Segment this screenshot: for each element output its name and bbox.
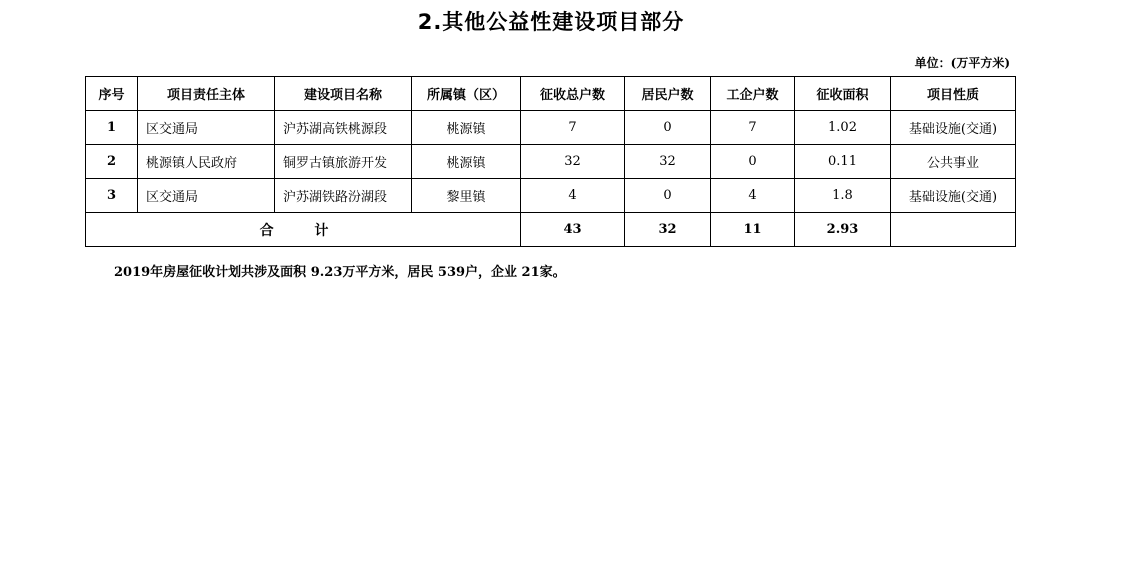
table-header-row [86, 77, 1016, 111]
cell-seq: 1 [86, 111, 138, 145]
cell-town: 桃源镇 [412, 145, 521, 179]
page-title: 2.其他公益性建设项目部分 [417, 10, 685, 34]
cell-seq: 2 [86, 145, 138, 179]
cell-town: 黎里镇 [412, 179, 521, 213]
header-town: 所属镇（区） [412, 77, 521, 111]
cell-seq: 3 [86, 179, 138, 213]
table-row [86, 111, 1016, 145]
header-responsible-party: 项目责任主体 [138, 77, 275, 111]
cell-enterprises: 4 [711, 179, 795, 213]
total-row [86, 213, 1016, 247]
total-area: 2.93 [795, 213, 891, 247]
cell-residents: 0 [625, 179, 711, 213]
cell-town: 桃源镇 [412, 111, 521, 145]
cell-project-name: 沪苏湖高铁桃源段 [275, 111, 412, 145]
cell-responsible-party: 区交通局 [138, 179, 275, 213]
cell-project-name: 沪苏湖铁路汾湖段 [275, 179, 412, 213]
header-project-name: 建设项目名称 [275, 77, 412, 111]
unit-label: 单位：(万平方米) [914, 56, 1010, 70]
header-area: 征收面积 [795, 77, 891, 111]
table-row [86, 145, 1016, 179]
cell-area: 0.11 [795, 145, 891, 179]
cell-enterprises: 0 [711, 145, 795, 179]
cell-total-households: 7 [521, 111, 625, 145]
cell-responsible-party: 桃源镇人民政府 [138, 145, 275, 179]
cell-nature: 基础设施(交通) [891, 179, 1016, 213]
cell-nature: 公共事业 [891, 145, 1016, 179]
cell-residents: 32 [625, 145, 711, 179]
cell-residents: 0 [625, 111, 711, 145]
table-row [86, 179, 1016, 213]
total-enterprises: 11 [711, 213, 795, 247]
total-nature [891, 213, 1016, 247]
header-seq: 序号 [86, 77, 138, 111]
cell-nature: 基础设施(交通) [891, 111, 1016, 145]
header-nature: 项目性质 [891, 77, 1016, 111]
cell-project-name: 铜罗古镇旅游开发 [275, 145, 412, 179]
total-residents: 32 [625, 213, 711, 247]
header-residents: 居民户数 [625, 77, 711, 111]
cell-enterprises: 7 [711, 111, 795, 145]
cell-area: 1.02 [795, 111, 891, 145]
total-households: 43 [521, 213, 625, 247]
project-table [85, 76, 1016, 247]
cell-total-households: 32 [521, 145, 625, 179]
header-enterprises: 工企户数 [711, 77, 795, 111]
header-total-households: 征收总户数 [521, 77, 625, 111]
cell-total-households: 4 [521, 179, 625, 213]
total-label: 合 计 [86, 213, 521, 247]
cell-responsible-party: 区交通局 [138, 111, 275, 145]
summary-note: 2019年房屋征收计划共涉及面积 9.23万平方米，居民 539户，企业 21家。 [114, 265, 566, 280]
cell-area: 1.8 [795, 179, 891, 213]
